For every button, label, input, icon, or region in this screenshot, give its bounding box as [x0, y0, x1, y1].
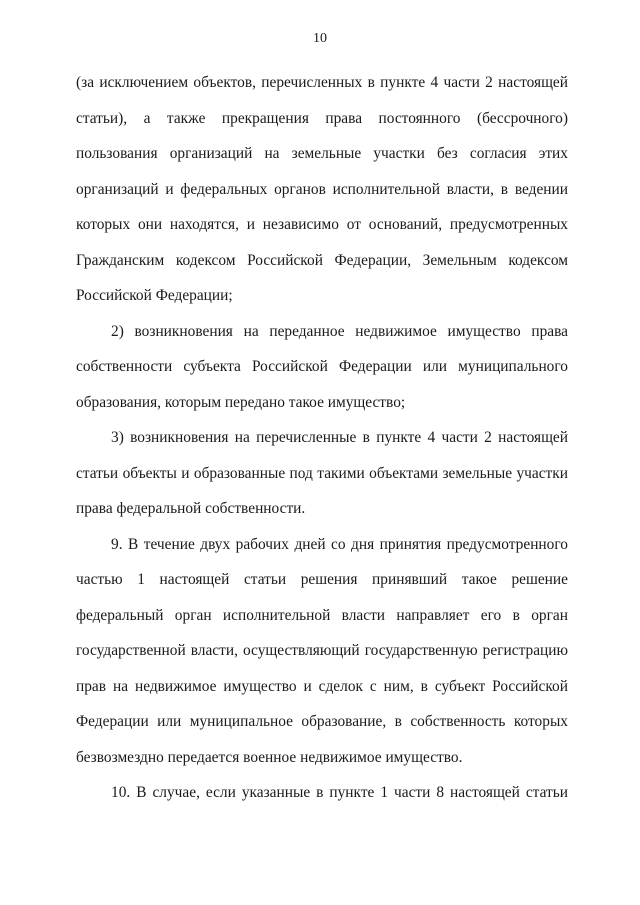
text-line: федеральный орган исполнительной власти направляет его в орган [76, 606, 568, 624]
text-line: 9. В течение двух рабочих дней со дня принятия предусмотренного [111, 535, 568, 553]
text-line: прав на недвижимое имущество и сделок с ним, в субъект Российской [76, 677, 568, 695]
text-line: организаций и федеральных органов исполнительной власти, в ведении [76, 180, 568, 198]
text-line: (за исключением объектов, перечисленных в пункте 4 части 2 настоящей [76, 74, 568, 91]
text-line: Гражданским кодексом Российской Федерации, Земельным кодексом [76, 251, 568, 269]
text-line: образования, которым передано такое имущество; [76, 393, 406, 411]
text-line: статьи), а также прекращения права постоянного (бессрочного) [76, 109, 568, 127]
text-line: 2) возникновения на переданное недвижимое имущество права [111, 322, 568, 340]
text-line: которых они находятся, и независимо от оснований, предусмотренных [76, 216, 568, 233]
text-line: 10. В случае, если указанные в пункте 1 части 8 настоящей статьи [111, 784, 568, 801]
page-number: 10 [313, 31, 327, 46]
text-line: Федерации или муниципальное образование, в собственность которых [76, 713, 568, 730]
text-line: 3) возникновения на перечисленные в пункте 4 части 2 настоящей [111, 429, 568, 446]
text-line: Российской Федерации; [76, 287, 233, 304]
text-line: статьи объекты и образованные под такими объектами земельные участки [76, 464, 568, 482]
text-line: права федеральной собственности. [76, 500, 306, 517]
document-body [76, 65, 568, 811]
text-line: частью 1 настоящей статьи решения принявший такое решение [76, 571, 568, 588]
text-line: собственности субъекта Российской Федерации или муниципального [76, 358, 568, 375]
text-line: безвозмездно передается военное недвижимое имущество. [76, 748, 463, 766]
text-line: пользования организаций на земельные участки без согласия этих [76, 145, 568, 162]
text-line: государственной власти, осуществляющий государственную регистрацию [76, 642, 568, 659]
